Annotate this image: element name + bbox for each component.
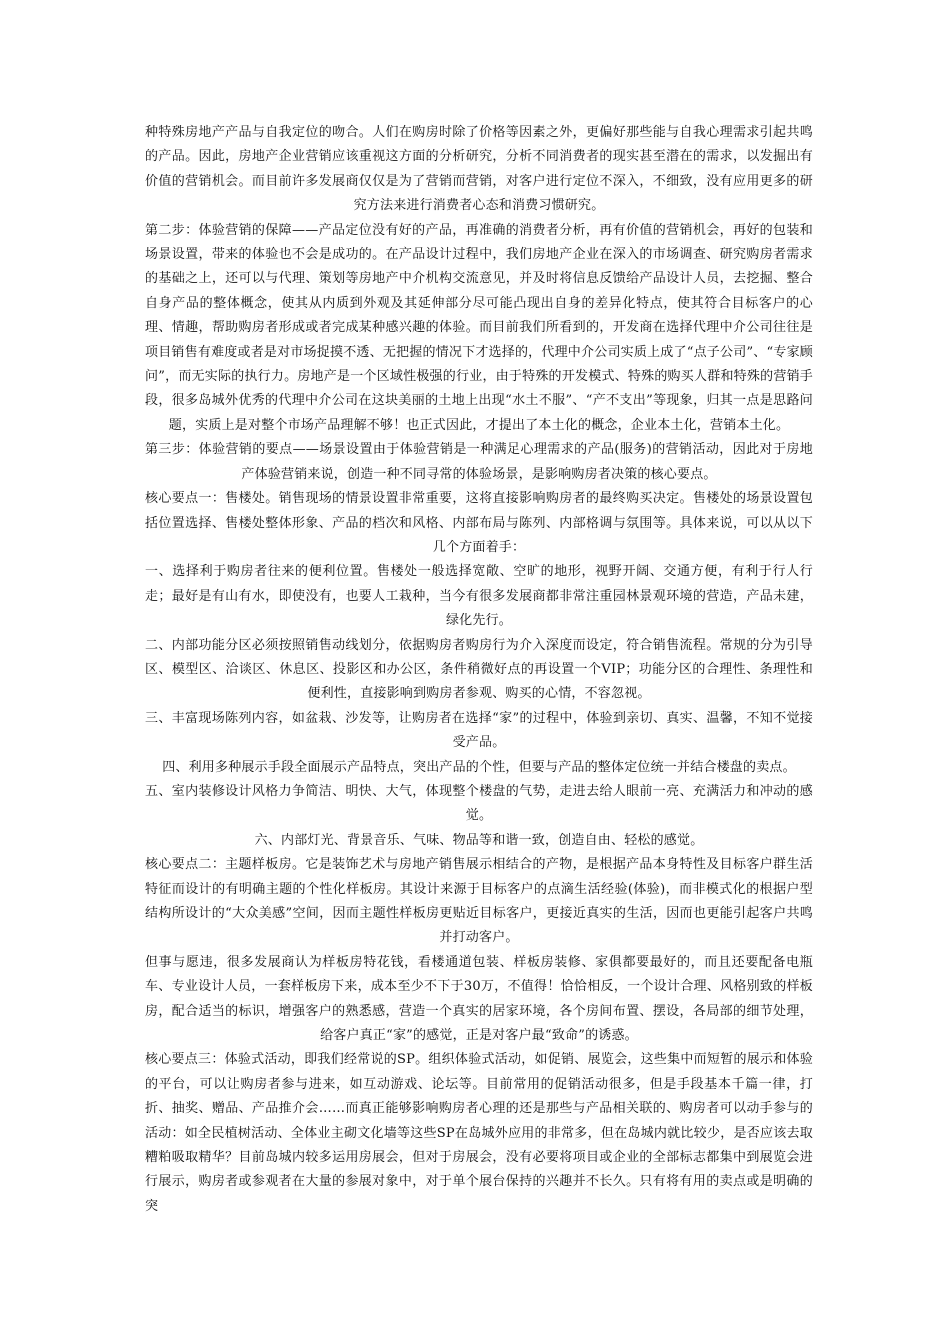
- paragraph-item-four: 四、利用多种展示手段全面展示产品特点，突出产品的个性，但要与产品的整体定位统一并结合楼盘的卖点。: [162, 759, 796, 775]
- paragraph-item-two: 二、内部功能分区必须按照销售动线划分，依据购房者购房行为介入深度而设定，符合销售流程。常规的分为引导区、模型区、洽谈区、休息区、投影区和办公区，条件稍微好点的再设置一个VIP；功能分区的合理性、条理性和便利性，直接影响到购房者参观、购买的心情，不容忽视。: [145, 637, 813, 702]
- paragraph-step-three: 第三步：体验营销的要点——场景设置由于体验营销是一种满足心理需求的产品(服务)的营销活动，因此对于房地产体验营销来说，创造一种不同寻常的体验场景，是影响购房者决策的核心要点。: [145, 442, 813, 482]
- paragraph-core-point-three: 核心要点三：体验式活动，即我们经常说的SP。组织体验式活动，如促销、展览会，这些集中而短暂的展示和体验的平台，可以让购房者参与进来，如互动游戏、论坛等。目前常用的促销活动很多，但是手段基本千篇一律，打折、抽奖、赠品、产品推介会……而真正能够影响购房者心理的还是那些与产品相关联的、购房者可以动手参与的活动：如全民植树活动、全体业主砌文化墙等这些SP在岛城外应用的非常多，但在岛城内就比较少，是否应该去取糟粕吸取精华？目前岛城内较多运用房展会，但对于房展会，没有必要将项目或企业的全部标志都集中到展览会进行展示，购房者或参观者在大量的参展对象中，对于单个展台保持的兴趣并不长久。只有将有用的卖点或是明确的突: [145, 1052, 813, 1214]
- paragraph-1: 种特殊房地产产品与自我定位的吻合。人们在购房时除了价格等因素之外，更偏好那些能与自我心理需求引起共鸣的产品。因此，房地产企业营销应该重视这方面的分析研究，分析不同消费者的现实甚至潜在的需求，以发掘出有价值的营销机会。而目前许多发展商仅仅是为了营销而营销，对客户进行定位不深入，不细致，没有应用更多的研究方法来进行消费者心态和消费习惯研究。: [145, 125, 813, 214]
- paragraph-item-six: 六、内部灯光、背景音乐、气味、物品等和谐一致，创造自由、轻松的感觉。: [254, 832, 704, 848]
- paragraph-step-two: 第二步：体验营销的保障——产品定位没有好的产品，再准确的消费者分析，再有价值的营销机会，再好的包装和场景设置，带来的体验也不会是成功的。在产品设计过程中，我们房地产企业在深入的市场调查、研究购房者需求的基础之上，还可以与代理、策划等房地产中介机构交流意见，并及时将信息反馈给产品设计人员，去挖掘、整合自身产品的整体概念，使其从内质到外观及其延伸部分尽可能凸现出自身的差异化特点，使其符合目标客户的心理、情趣，帮助购房者形成或者完成某种感兴趣的体验。而目前我们所看到的，开发商在选择代理中介公司往往是项目销售有难度或者是对市场捉摸不透、无把握的情况下才选择的，代理中介公司实质上成了“点子公司”、“专家顾问”，而无实际的执行力。房地产是一个区域性极强的行业，由于特殊的开发模式、特殊的购买人群和特殊的营销手段，很多岛城外优秀的代理中介公司在这块美丽的土地上出现“水土不服”、“产不支出”等现象，归其一点是思路问题，实质上是对整个市场产品理解不够！也正式因此，才提出了本土化的概念，企业本土化，营销本土化。: [145, 222, 813, 433]
- paragraph-item-five: 五、室内装修设计风格力争简洁、明快、大气，体现整个楼盘的气势，走进去给人眼前一亮、充满活力和冲动的感觉。: [145, 783, 813, 824]
- paragraph-core-point-one: 核心要点一：售楼处。销售现场的情景设置非常重要，这将直接影响购房者的最终购买决定。售楼处的场景设置包括位置选择、售楼处整体形象、产品的档次和风格、内部布局与陈列、内部格调与氛围等。具体来说，可以从以下几个方面着手：: [145, 491, 813, 555]
- document-page: [145, 121, 813, 1219]
- paragraph-model-house-cost: 但事与愿违，很多发展商认为样板房特花钱，看楼通道包装、样板房装修、家俱都要最好的，而且还要配备电瓶车、专业设计人员，一套样板房下来，成本至少不下于30万，不值得！恰恰相反，一个设计合理、风格别致的样板房，配合适当的标识，增强客户的熟悉感，营造一个真实的居家环境，各个房间布置、摆设，各局部的细节处理，给客户真正“家”的感觉，正是对客户最“致命”的诱惑。: [145, 954, 813, 1044]
- paragraph-item-three: 三、丰富现场陈列内容，如盆栽、沙发等，让购房者在选择“家”的过程中，体验到亲切、真实、温馨，不知不觉接受产品。: [145, 710, 813, 751]
- paragraph-item-one: 一、选择利于购房者往来的便利位置。售楼处一般选择宽敞、空旷的地形，视野开阔、交通方便，有利于行人行走；最好是有山有水，即使没有，也要人工栽种，当今有很多发展商都非常注重园林景观环境的营造，产品未建，绿化先行。: [145, 564, 813, 629]
- paragraph-core-point-two: 核心要点二：主题样板房。它是装饰艺术与房地产销售展示相结合的产物，是根据产品本身特性及目标客户群生活特征而设计的有明确主题的个性化样板房。其设计来源于目标客户的点滴生活经验(体验)，而非模式化的根据户型结构所设计的“大众美感”空间，因而主题性样板房更贴近目标客户，更接近真实的生活，因而也更能引起客户共鸣并打动客户。: [145, 857, 813, 946]
